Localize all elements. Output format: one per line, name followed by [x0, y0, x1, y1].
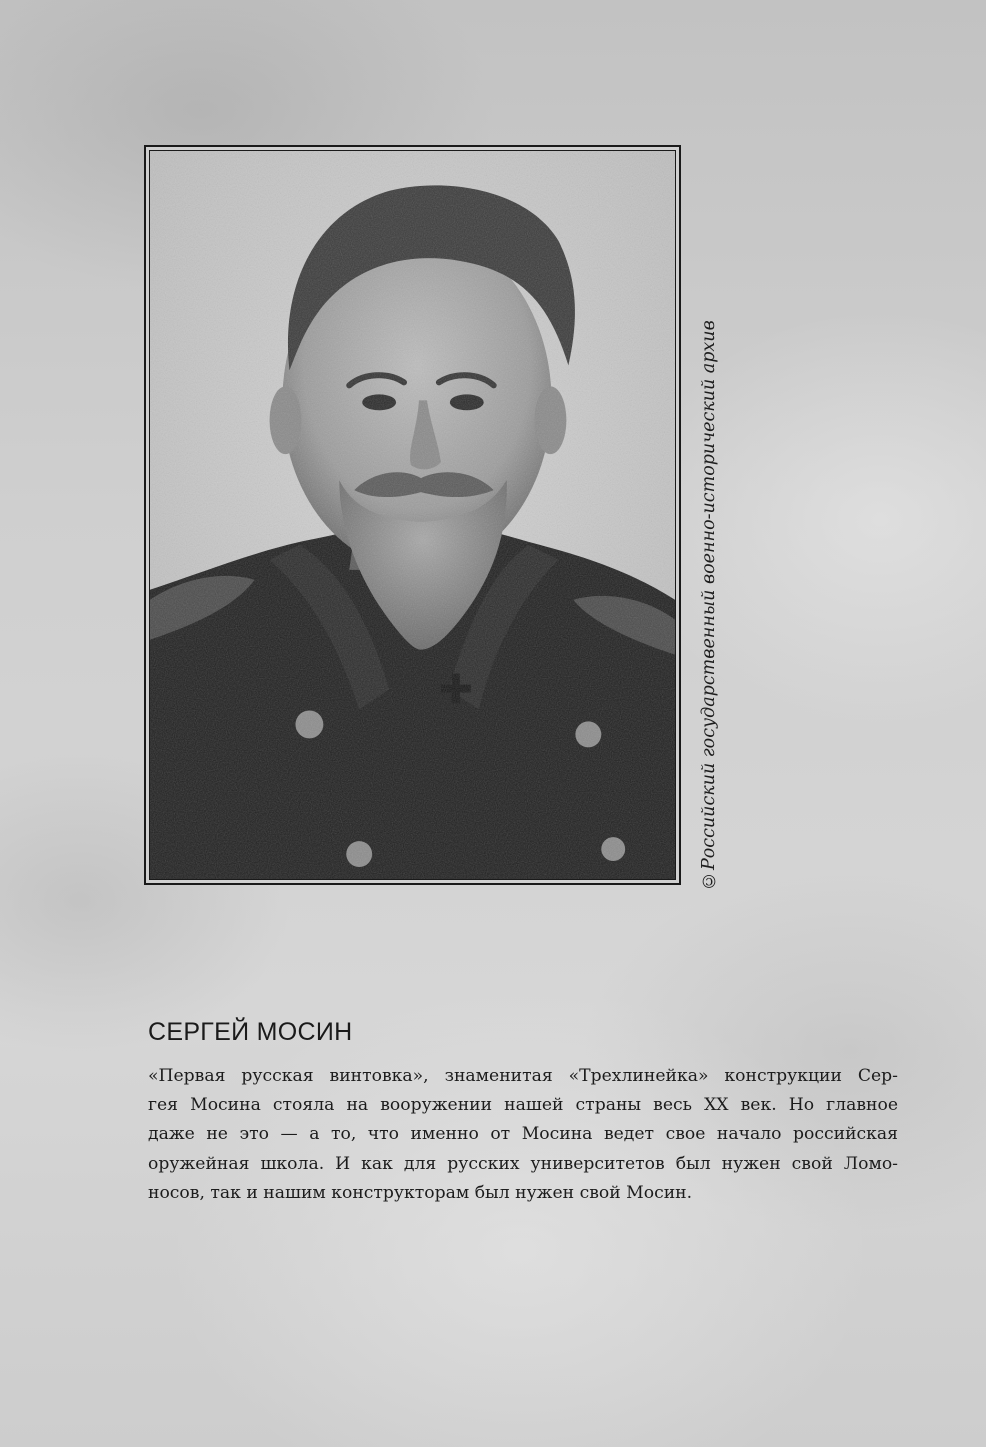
portrait-image	[150, 151, 675, 879]
portrait-photo	[149, 150, 676, 880]
body-line: даже не это — а то, что именно от Мосина ведет свое начало российская	[148, 1124, 898, 1145]
page-heading: СЕРГЕЙ МОСИН	[148, 1018, 353, 1046]
body-line: оружейная школа. И как для русских университетов был нужен свой Ломо-	[148, 1153, 898, 1174]
body-line: «Первая русская винтовка», знаменитая «Трехлинейка» конструкции Сер-	[148, 1066, 898, 1086]
portrait-photo-frame	[144, 145, 681, 885]
body-line: гея Мосина стояла на вооружении нашей страны весь XX век. Но главное	[148, 1095, 898, 1116]
body-paragraph	[148, 1062, 898, 1208]
photo-credit: ©Российский государственный военно-исторический архив	[699, 320, 719, 890]
body-line: носов, так и нашим конструкторам был нужен свой Мосин.	[148, 1182, 693, 1203]
